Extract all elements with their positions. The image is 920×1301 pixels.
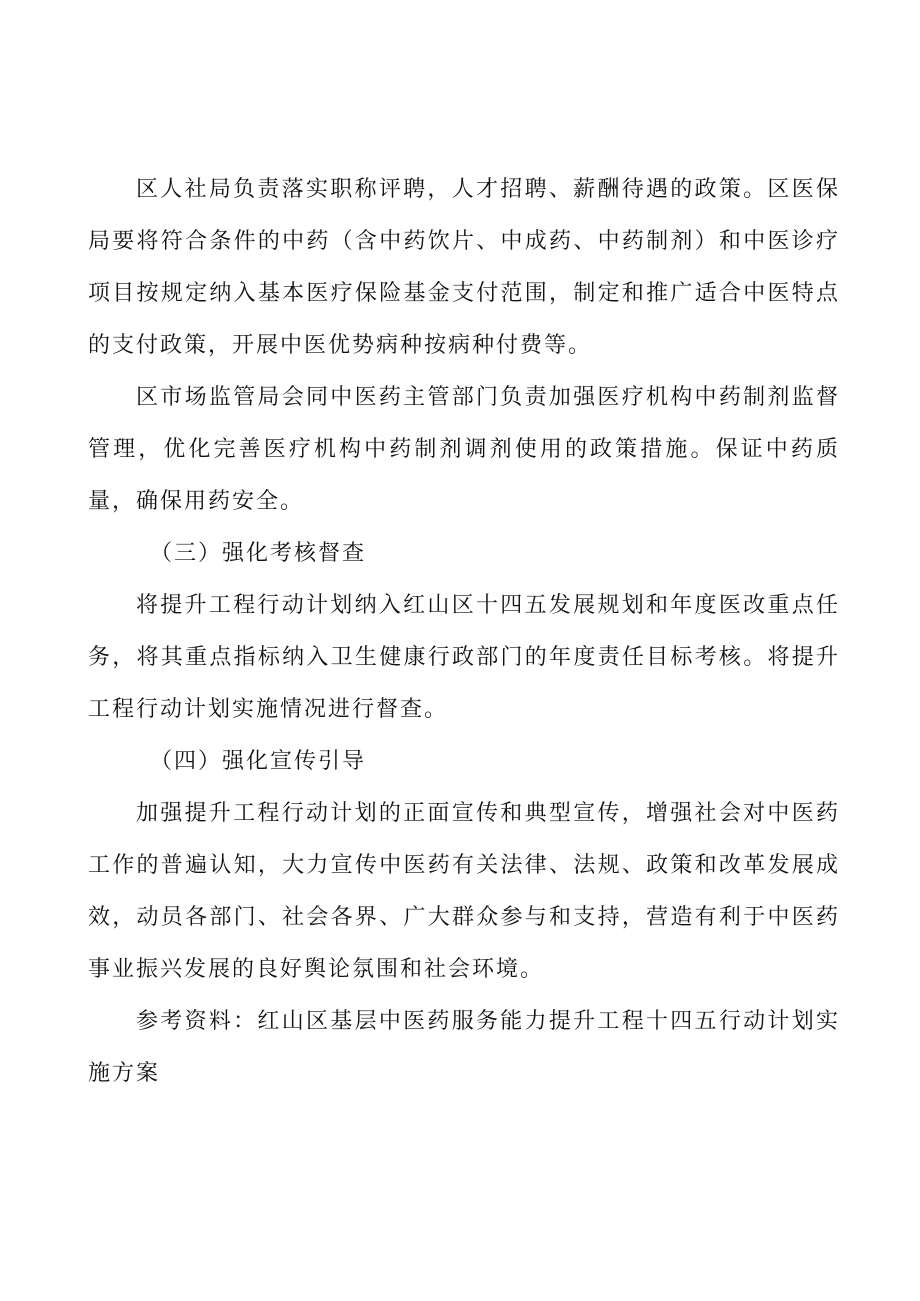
- section-heading-assessment: （三）强化考核督查: [150, 541, 367, 566]
- paragraph-market-regulation-bureau: 区市场监管局会同中医药主管部门负责加强医疗机构中药制剂监督管理，优化完善医疗机构中药制剂调剂使用的政策措施。保证中药质量，确保用药安全。: [88, 385, 840, 514]
- paragraph-social-security-bureau: 区人社局负责落实职称评聘，人才招聘、薪酬待遇的政策。区医保局要将符合条件的中药（含中药饮片、中成药、中药制剂）和中医诊疗项目按规定纳入基本医疗保险基金支付范围，制定和推广适合中医特点的支付政策，开展中医优势病种按病种付费等。: [88, 177, 840, 358]
- document-body: [88, 164, 840, 1100]
- paragraph-assessment: 将提升工程行动计划纳入红山区十四五发展规划和年度医改重点任务，将其重点指标纳入卫生健康行政部门的年度责任目标考核。将提升工程行动计划实施情况进行督查。: [88, 593, 840, 722]
- paragraph-publicity: 加强提升工程行动计划的正面宣传和典型宣传，增强社会对中医药工作的普遍认知，大力宣传中医药有关法律、法规、政策和改革发展成效，动员各部门、社会各界、广大群众参与和支持，营造有利于中医药事业振兴发展的良好舆论氛围和社会环境。: [88, 801, 840, 982]
- paragraph-reference: 参考资料：红山区基层中医药服务能力提升工程十四五行动计划实施方案: [88, 1009, 840, 1086]
- section-heading-publicity: （四）强化宣传引导: [150, 749, 367, 774]
